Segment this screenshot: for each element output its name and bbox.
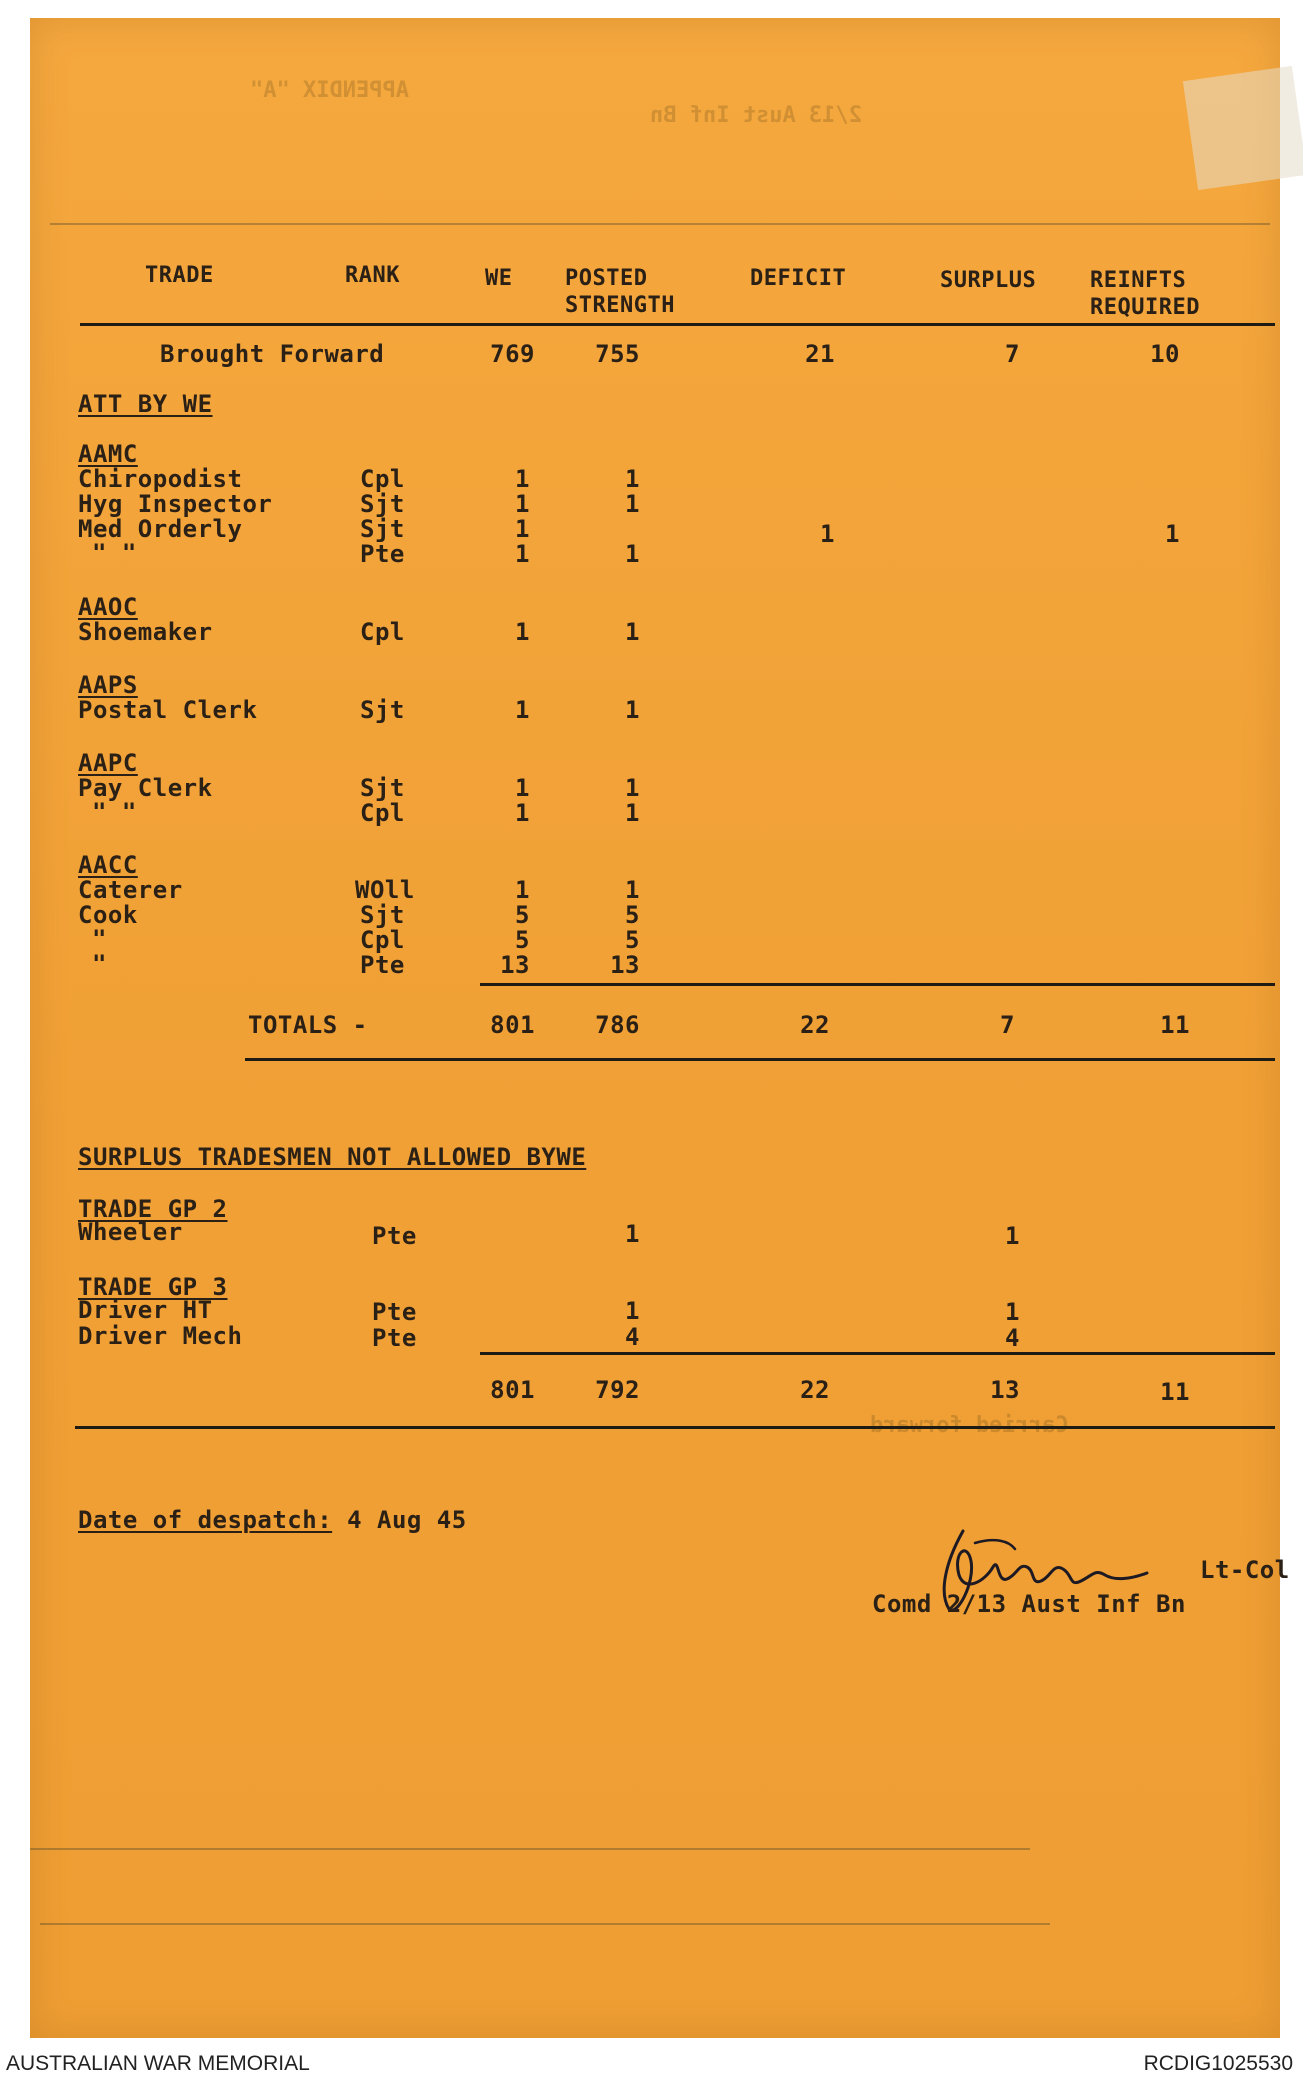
section-heading-att-by-we: ATT BY WE (78, 390, 213, 418)
posted-cell: 1 (625, 618, 640, 646)
despatch-label: Date of despatch: (78, 1506, 333, 1534)
header-rule (80, 323, 1275, 326)
trade-group-heading: TRADE GP 2 (78, 1195, 228, 1223)
totals-reinfts: 11 (1160, 1011, 1190, 1039)
we-cell: 5 (515, 926, 530, 954)
document-sheet (30, 18, 1290, 2038)
brought-forward-deficit: 21 (805, 340, 835, 368)
we-cell: 1 (515, 515, 530, 543)
grand-total-posted: 792 (595, 1376, 640, 1404)
we-cell: 1 (515, 540, 530, 568)
rank-cell: Sjt (360, 515, 405, 543)
show-through-text: 2/13 Aust Inf Bn (650, 103, 862, 128)
rank-cell: Pte (372, 1298, 417, 1326)
signature-title: Comd 2/13 Aust Inf Bn (872, 1590, 1186, 1618)
posted-cell: 1 (625, 876, 640, 904)
rank-cell: Cpl (360, 799, 405, 827)
rank-cell: Sjt (360, 696, 405, 724)
surplus-cell: 1 (1005, 1298, 1020, 1326)
totals-surplus: 7 (1000, 1011, 1015, 1039)
col-header-we: WE (485, 266, 513, 291)
trade-cell: Chiropodist (78, 465, 243, 493)
we-cell: 1 (515, 465, 530, 493)
we-cell: 5 (515, 901, 530, 929)
deficit-cell: 1 (820, 520, 835, 548)
unit-heading: AACC (78, 851, 138, 879)
rank-cell: Sjt (360, 490, 405, 518)
despatch-line (78, 1506, 467, 1534)
rank-cell: Pte (372, 1222, 417, 1250)
we-cell: 1 (515, 774, 530, 802)
col-header-reinfts: REINFTS (1090, 268, 1187, 293)
unit-heading: AAPC (78, 749, 138, 777)
trade-cell: Pay Clerk (78, 774, 213, 802)
col-header-required: REQUIRED (1090, 295, 1200, 320)
rank-cell: Cpl (360, 926, 405, 954)
rank-cell: Sjt (360, 901, 405, 929)
surplus-cell: 1 (1005, 1222, 1020, 1250)
rank-cell: Pte (372, 1324, 417, 1352)
trade-cell: Driver Mech (78, 1322, 243, 1350)
we-cell: 1 (515, 618, 530, 646)
we-cell: 1 (515, 490, 530, 518)
grand-total-rule (75, 1426, 1275, 1429)
trade-cell: Hyg Inspector (78, 490, 273, 518)
col-header-posted: POSTED (565, 266, 648, 291)
unit-heading: AAOC (78, 593, 138, 621)
we-cell: 1 (515, 876, 530, 904)
trade-cell: " " (92, 539, 137, 567)
posted-cell: 1 (625, 1297, 640, 1325)
rank-cell: WOll (355, 876, 415, 904)
reinfts-cell: 1 (1165, 520, 1180, 548)
posted-cell: 1 (625, 774, 640, 802)
posted-cell: 1 (625, 540, 640, 568)
show-through-text: APPENDIX "A" (250, 78, 409, 103)
trade-cell: Postal Clerk (78, 696, 258, 724)
subtotal-rule (480, 983, 1275, 986)
rank-cell: Cpl (360, 618, 405, 646)
posted-cell: 1 (625, 465, 640, 493)
rank-cell: Pte (360, 951, 405, 979)
show-through-line (40, 1923, 1050, 1925)
brought-forward-surplus: 7 (1005, 340, 1020, 368)
section-heading-surplus: SURPLUS TRADESMEN NOT ALLOWED BYWE (78, 1143, 587, 1171)
grand-total-surplus: 13 (990, 1376, 1020, 1404)
trade-cell: Caterer (78, 876, 183, 904)
trade-cell: " (92, 950, 107, 978)
rank-cell: Sjt (360, 774, 405, 802)
totals-deficit: 22 (800, 1011, 830, 1039)
totals-rule (245, 1058, 1275, 1061)
we-cell: 1 (515, 799, 530, 827)
we-cell: 1 (515, 696, 530, 724)
trade-cell: Driver HT (78, 1296, 213, 1324)
unit-heading: AAPS (78, 671, 138, 699)
col-header-trade: TRADE (145, 263, 214, 288)
trade-cell: " (92, 925, 107, 953)
grand-total-deficit: 22 (800, 1376, 830, 1404)
col-header-surplus: SURPLUS (940, 268, 1037, 293)
totals-we: 801 (490, 1011, 535, 1039)
grand-total-we: 801 (490, 1376, 535, 1404)
surplus-cell: 4 (1005, 1324, 1020, 1352)
trade-cell: Wheeler (78, 1218, 183, 1246)
signature-rank: Lt-Col (1200, 1556, 1290, 1584)
footer-identifier: RCDIG1025530 (1143, 2052, 1293, 2075)
trade-group-heading: TRADE GP 3 (78, 1273, 228, 1301)
trade-cell: Shoemaker (78, 618, 213, 646)
grand-subtotal-rule (480, 1352, 1275, 1355)
brought-forward-label: Brought Forward (160, 340, 385, 368)
posted-cell: 5 (625, 901, 640, 929)
brought-forward-posted: 755 (595, 340, 640, 368)
posted-cell: 1 (625, 799, 640, 827)
despatch-date: 4 Aug 45 (347, 1506, 467, 1534)
posted-cell: 1 (625, 1220, 640, 1248)
posted-cell: 5 (625, 926, 640, 954)
col-header-strength: STRENGTH (565, 293, 675, 318)
rank-cell: Pte (360, 540, 405, 568)
show-through-line (50, 223, 1270, 225)
trade-cell: " " (92, 798, 137, 826)
totals-posted: 786 (595, 1011, 640, 1039)
show-through-line (30, 1848, 1030, 1850)
grand-total-reinfts: 11 (1160, 1378, 1190, 1406)
we-cell: 13 (500, 951, 530, 979)
brought-forward-reinfts: 10 (1150, 340, 1180, 368)
posted-cell: 13 (610, 951, 640, 979)
col-header-rank: RANK (345, 263, 400, 288)
totals-label: TOTALS - (248, 1011, 368, 1039)
posted-cell: 4 (625, 1323, 640, 1351)
footer-credit: AUSTRALIAN WAR MEMORIAL (6, 2052, 310, 2075)
trade-cell: Cook (78, 901, 138, 929)
brought-forward-we: 769 (490, 340, 535, 368)
trade-cell: Med Orderly (78, 515, 243, 543)
tape-mark (1183, 66, 1303, 190)
rank-cell: Cpl (360, 465, 405, 493)
posted-cell: 1 (625, 490, 640, 518)
posted-cell: 1 (625, 696, 640, 724)
col-header-deficit: DEFICIT (750, 266, 847, 291)
unit-heading: AAMC (78, 440, 138, 468)
